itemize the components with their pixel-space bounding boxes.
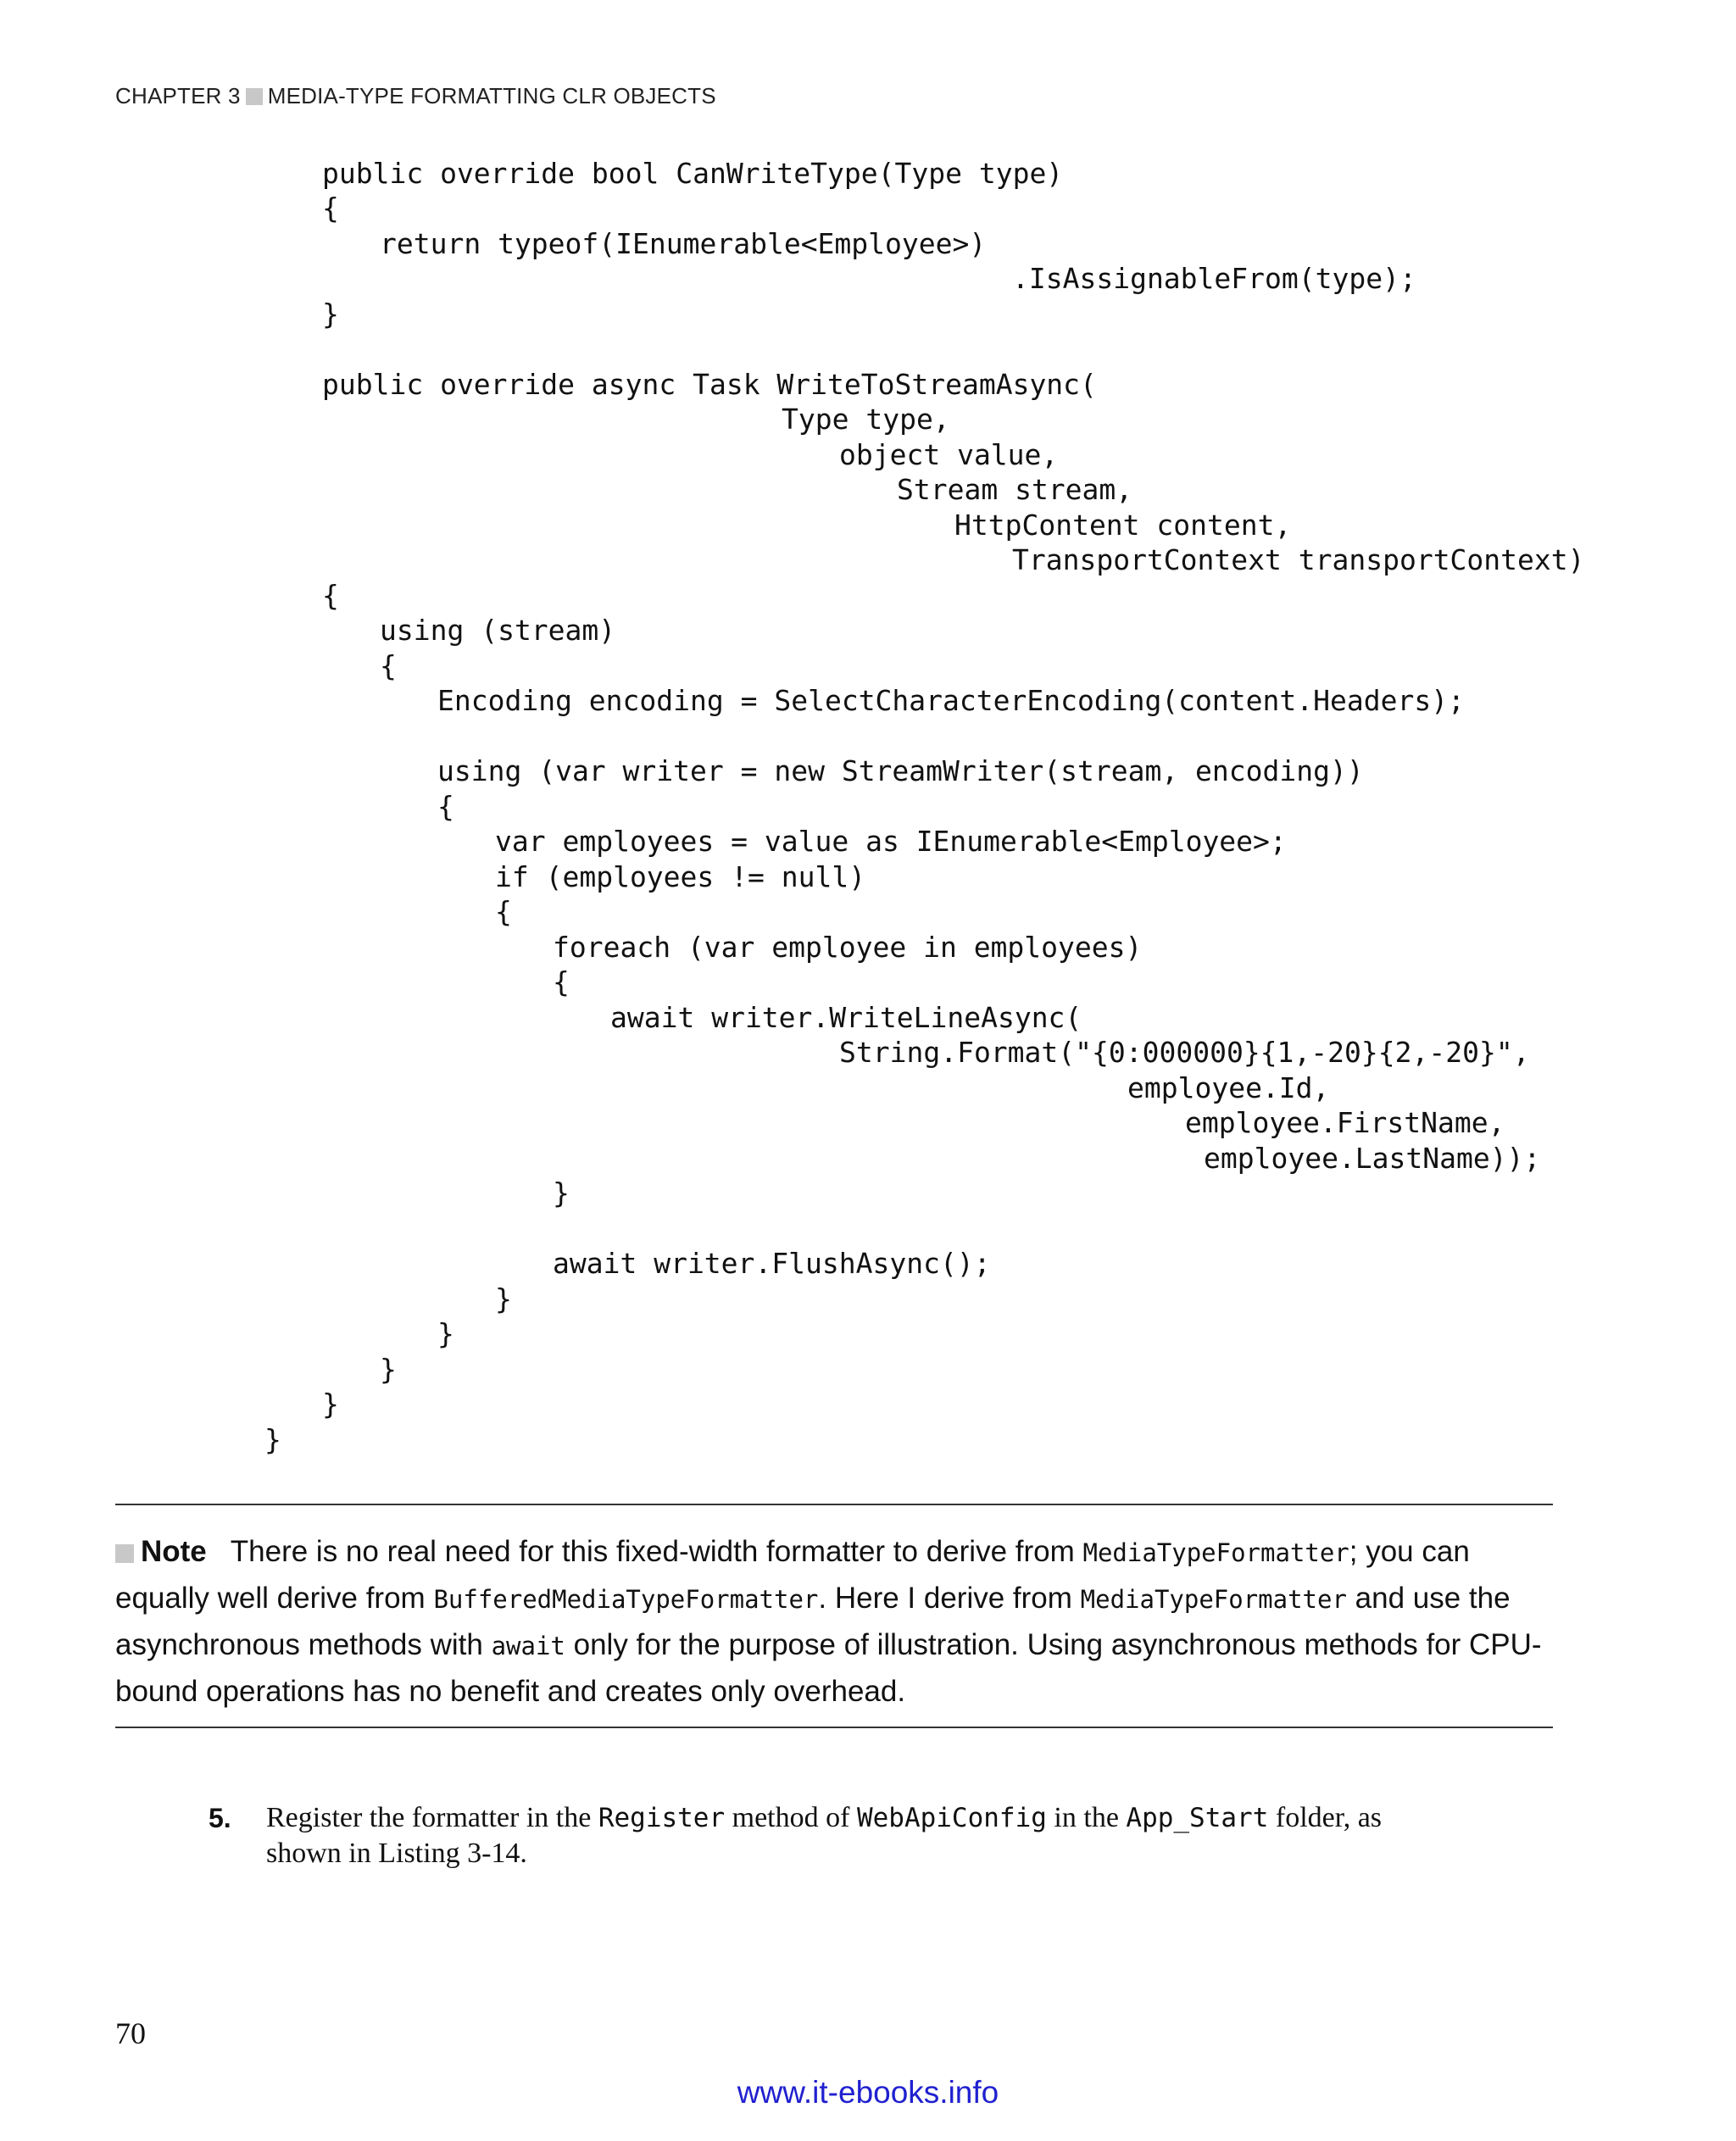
code-line: await writer.FlushAsync();: [553, 1247, 991, 1280]
note-text: . Here I derive from: [818, 1582, 1081, 1615]
inline-code: await: [491, 1632, 565, 1660]
note-text: and use the asynchronous methods with: [115, 1582, 1511, 1661]
note-top-rule: [115, 1504, 1553, 1505]
inline-code: MediaTypeFormatter: [1080, 1585, 1347, 1614]
code-line: Type type,: [782, 403, 950, 436]
code-line: {: [437, 790, 454, 823]
note-label: Note: [141, 1535, 207, 1568]
code-line: {: [553, 965, 570, 998]
code-line: employee.LastName));: [1204, 1142, 1541, 1175]
code-line: }: [495, 1282, 512, 1315]
code-line: object value,: [839, 438, 1059, 471]
step-text: [266, 1800, 1395, 1871]
note-bottom-rule: [115, 1727, 1553, 1728]
inline-code: MediaTypeFormatter: [1082, 1538, 1349, 1567]
code-line: HttpContent content,: [954, 509, 1292, 542]
code-line: await writer.WriteLineAsync(: [610, 1001, 1082, 1034]
code-line: }: [322, 298, 339, 331]
code-line: public override async Task WriteToStreamAsync(: [322, 368, 1097, 401]
code-line: {: [380, 649, 397, 682]
code-line: }: [437, 1317, 454, 1350]
code-line: employee.FirstName,: [1185, 1106, 1505, 1139]
inline-code: Register: [598, 1803, 726, 1833]
code-line: employee.Id,: [1127, 1071, 1330, 1104]
step-text-part: method of: [725, 1802, 857, 1833]
inline-code: BufferedMediaTypeFormatter: [433, 1585, 819, 1614]
code-line: Stream stream,: [897, 473, 1133, 506]
inline-code: App_Start: [1126, 1803, 1269, 1833]
note-box: [115, 1529, 1556, 1714]
chapter-label: CHAPTER 3: [115, 83, 241, 108]
code-line: Encoding encoding = SelectCharacterEncoding(content.Headers);: [437, 684, 1465, 717]
code-line: }: [553, 1176, 570, 1210]
code-line: String.Format("{0:000000}{1,-20}{2,-20}",: [839, 1036, 1530, 1069]
code-line: return typeof(IEnumerable<Employee>): [380, 227, 987, 260]
code-line: }: [264, 1423, 281, 1456]
code-line: }: [380, 1353, 397, 1386]
note-text: ; you can equally well derive from: [115, 1535, 1470, 1615]
inline-code: WebApiConfig: [856, 1803, 1047, 1833]
chapter-title: MEDIA-TYPE FORMATTING CLR OBJECTS: [267, 83, 716, 108]
code-line: TransportContext transportContext): [1012, 543, 1585, 576]
code-line: var employees = value as IEnumerable<Employee>;: [495, 825, 1287, 858]
code-line: public override bool CanWriteType(Type type): [322, 157, 1064, 190]
step-item: [209, 1800, 1395, 1871]
note-text: There is no real need for this fixed-width formatter to derive from: [230, 1535, 1083, 1568]
code-line: foreach (var employee in employees): [553, 931, 1143, 964]
step-text-part: folder, as shown in Listing 3-14.: [266, 1802, 1383, 1869]
code-line: if (employees != null): [495, 860, 866, 893]
square-bullet-icon: [246, 88, 263, 105]
code-line: using (var writer = new StreamWriter(stream, encoding)): [437, 754, 1364, 787]
square-bullet-icon: [115, 1544, 134, 1563]
running-head: [115, 83, 716, 109]
code-line: using (stream): [380, 614, 616, 647]
code-line: .IsAssignableFrom(type);: [1012, 262, 1416, 295]
code-line: {: [495, 895, 512, 928]
code-line: }: [322, 1387, 339, 1421]
step-text-part: in the: [1046, 1802, 1127, 1833]
code-line: {: [322, 579, 339, 612]
note-text: only for the purpose of illustration. Using asynchronous methods for CPU-bound operations has no benefit and creates only overhead.: [115, 1628, 1542, 1708]
step-number: 5.: [209, 1803, 231, 1833]
page-number: 70: [115, 2016, 146, 2050]
footer-link[interactable]: www.it-ebooks.info: [737, 2075, 999, 2110]
step-text-part: Register the formatter in the: [266, 1802, 598, 1833]
code-line: {: [322, 192, 339, 225]
